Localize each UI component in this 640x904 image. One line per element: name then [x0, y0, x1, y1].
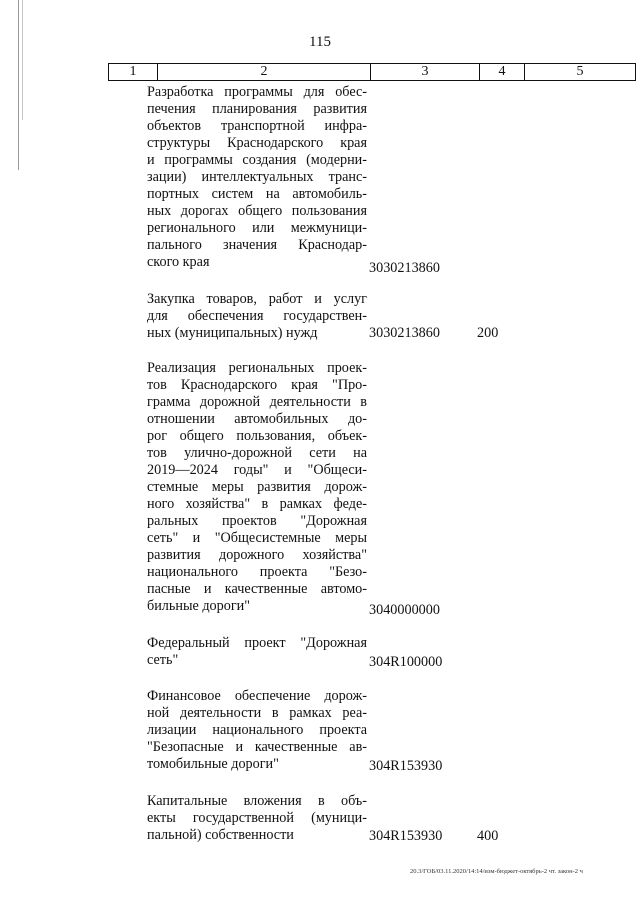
- row-description: [147, 360, 367, 615]
- description-line: ной деятельности в рамках реа-: [147, 705, 367, 721]
- column-header-4: 4: [480, 64, 525, 81]
- description-line: ральных проектов "Дорожная: [147, 513, 367, 529]
- description-line: развития дорожного хозяйства": [147, 547, 367, 563]
- description-line: портных систем на автомобиль-: [147, 186, 367, 202]
- description-line: ных дорогах общего пользования: [147, 203, 367, 219]
- description-line: ского края: [147, 254, 210, 270]
- description-line: стемные меры развития дорож-: [147, 479, 367, 495]
- description-line: Финансовое обеспечение дорож-: [147, 688, 367, 704]
- description-line: екты государственной (муници-: [147, 810, 367, 826]
- row-code: 304R153930: [369, 758, 443, 774]
- row-code: 304R100000: [369, 654, 443, 670]
- description-line: и программы создания (модерни-: [147, 152, 367, 168]
- row-description: [147, 688, 367, 773]
- description-line: тов улично-дорожной сети на: [147, 445, 367, 461]
- row-code: 3030213860: [369, 325, 440, 341]
- description-line: ных (муниципальных) нужд: [147, 325, 318, 341]
- row-code: 3030213860: [369, 260, 440, 276]
- description-line: 2019—2024 годы" и "Общеси-: [147, 462, 367, 478]
- page-number: 115: [309, 34, 331, 50]
- document-footer-stamp: 20.3/ГОБ/03.11.2020/14:14/изм-бюджет-октябрь-2 чт. закон-2 ч: [410, 868, 583, 875]
- column-header-3: 3: [371, 64, 480, 81]
- description-line: структуры Краснодарского края: [147, 135, 367, 151]
- description-line: Разработка программы для обес-: [147, 84, 367, 100]
- description-line: печения планирования развития: [147, 101, 367, 117]
- description-line: грамма дорожной деятельности в: [147, 394, 367, 410]
- row-description: [147, 793, 367, 844]
- description-line: тов Краснодарского края "Про-: [147, 377, 367, 393]
- description-line: зации) интеллектуальных транс-: [147, 169, 367, 185]
- description-line: Закупка товаров, работ и услуг: [147, 291, 367, 307]
- description-line: Капитальные вложения в объ-: [147, 793, 367, 809]
- binder-line: [18, 0, 19, 170]
- description-line: сеть": [147, 652, 179, 668]
- description-line: Реализация региональных проек-: [147, 360, 367, 376]
- column-header-table: [108, 63, 636, 81]
- row-kind: 200: [477, 325, 499, 341]
- description-line: бильные дороги": [147, 598, 251, 614]
- row-description: [147, 635, 367, 669]
- row-kind: 400: [477, 828, 499, 844]
- column-header-5: 5: [525, 64, 636, 81]
- row-description: [147, 291, 367, 342]
- description-line: "Безопасные и качественные ав-: [147, 739, 367, 755]
- column-header-2: 2: [158, 64, 371, 81]
- description-line: лизации национального проекта: [147, 722, 367, 738]
- description-line: объектов транспортной инфра-: [147, 118, 367, 134]
- binder-line-faint: [22, 0, 23, 120]
- row-code: 304R153930: [369, 828, 443, 844]
- description-line: рог общего пользования, объек-: [147, 428, 367, 444]
- description-line: томобильные дороги": [147, 756, 279, 772]
- description-line: сеть" и "Общесистемные меры: [147, 530, 367, 546]
- description-line: Федеральный проект "Дорожная: [147, 635, 367, 651]
- description-line: национального проекта "Безо-: [147, 564, 367, 580]
- description-line: отношении автомобильных до-: [147, 411, 367, 427]
- column-header-1: 1: [109, 64, 158, 81]
- description-line: пального значения Краснодар-: [147, 237, 367, 253]
- description-line: ного хозяйства" в рамках феде-: [147, 496, 367, 512]
- row-description: [147, 84, 367, 271]
- row-code: 3040000000: [369, 602, 440, 618]
- description-line: для обеспечения государствен-: [147, 308, 367, 324]
- description-line: пасные и качественные автомо-: [147, 581, 367, 597]
- description-line: регионального или межмуници-: [147, 220, 367, 236]
- description-line: пальной) собственности: [147, 827, 294, 843]
